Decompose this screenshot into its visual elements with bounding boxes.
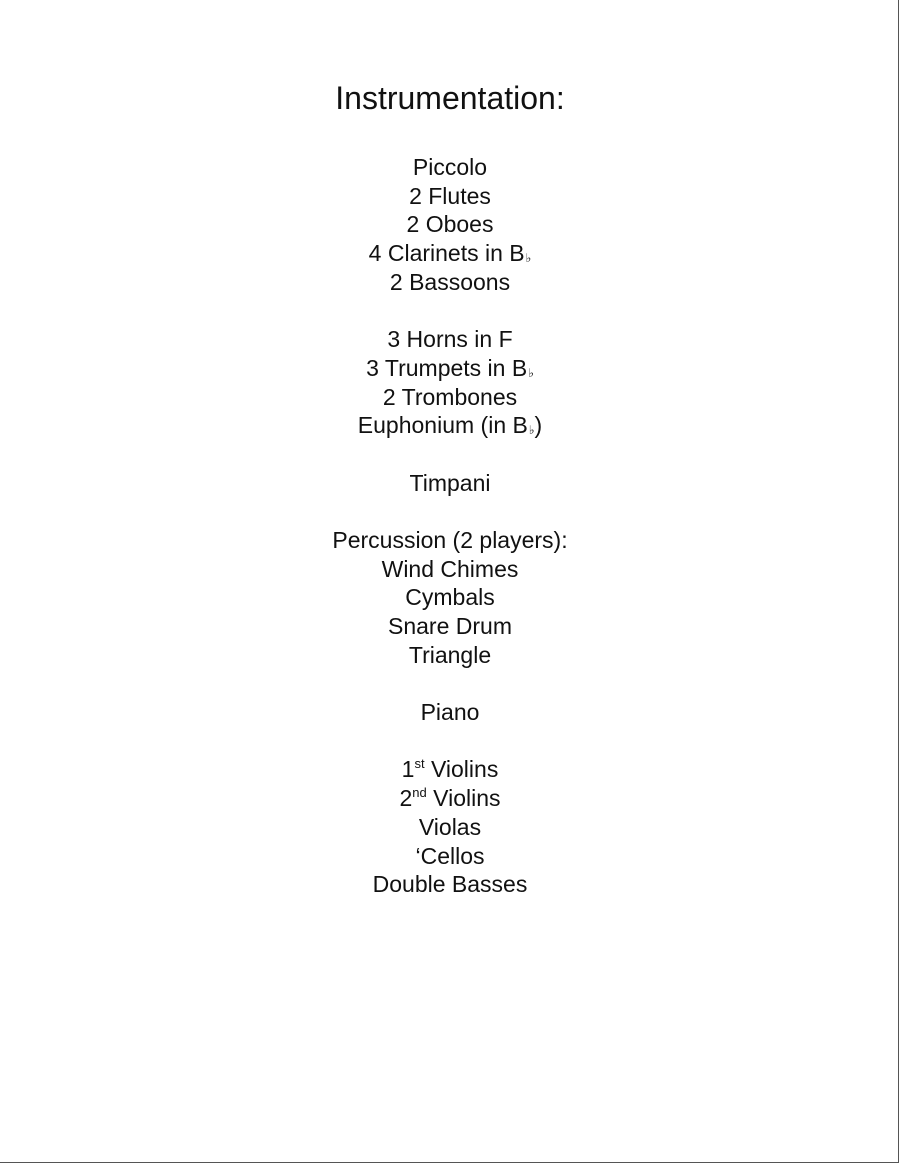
instrument-trumpets (0, 354, 900, 383)
euphonium-close: ) (534, 412, 543, 439)
instrument-first-violins (0, 755, 900, 784)
instrument-double-basses: Double Basses (372, 871, 528, 898)
instrument-triangle: Triangle (408, 641, 492, 668)
page-title: Instrumentation: (335, 80, 565, 116)
trumpets-label: 3 Trumpets in B (366, 354, 528, 381)
first-violins-label: Violins (424, 756, 499, 783)
instrument-flutes: 2 Flutes (409, 182, 491, 209)
clarinets-label: 4 Clarinets in B (368, 240, 525, 267)
instrument-cellos: ‘Cellos (415, 842, 485, 869)
instrument-cymbals: Cymbals (405, 584, 495, 611)
instrument-bassoons: 2 Bassoons (389, 268, 511, 295)
percussion-heading: Percussion (2 players): (332, 526, 568, 553)
instrument-piccolo: Piccolo (412, 154, 488, 180)
instrument-oboes: 2 Oboes (406, 211, 494, 238)
second-violins-number: 2 (399, 785, 413, 812)
instrument-snare-drum: Snare Drum (388, 613, 512, 639)
section-gap (0, 296, 900, 325)
section-gap (0, 669, 900, 698)
instrument-horns: 3 Horns in F (387, 326, 513, 353)
flat-symbol: ♭ (528, 423, 535, 438)
section-gap (0, 727, 900, 756)
instrument-euphonium (0, 411, 900, 440)
instrument-wind-chimes: Wind Chimes (381, 555, 519, 582)
second-violins-ordinal: nd (412, 785, 427, 801)
instrument-second-violins (0, 784, 900, 813)
section-gap (0, 440, 900, 469)
instrument-timpani: Timpani (409, 469, 491, 496)
section-gap (0, 497, 900, 526)
instrument-list (0, 153, 900, 899)
instrument-violas: Violas (418, 813, 482, 840)
instrument-trombones: 2 Trombones (382, 383, 518, 410)
second-violins-label: Violins (426, 785, 501, 812)
flat-symbol: ♭ (528, 365, 534, 380)
flat-symbol: ♭ (525, 251, 532, 266)
first-violins-ordinal: st (414, 756, 425, 772)
euphonium-label: Euphonium (in B (357, 412, 528, 439)
instrument-piano: Piano (420, 699, 480, 726)
first-violins-number: 1 (401, 756, 415, 783)
instrument-clarinets (0, 239, 900, 268)
